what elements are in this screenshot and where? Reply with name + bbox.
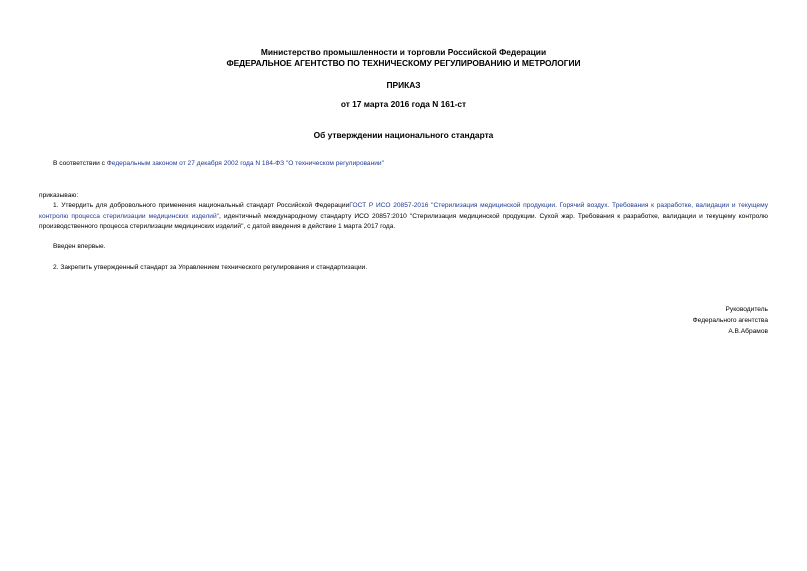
orders-line: приказываю: xyxy=(39,192,79,199)
gost-standard-link[interactable]: ГОСТ Р ИСО 20857-2016 "Стерилизация медицинской продукции. Горячий воздух. Требования к разработке, валидации и текущему контролю процесса стерилизации медицинских изделий" xyxy=(39,202,769,220)
signatory-position-line2: Федерального агентства xyxy=(692,317,768,324)
introduced-note: Введен впервые. xyxy=(53,243,106,250)
signatory-name: А.В.Абрамов xyxy=(728,328,768,335)
basis-paragraph xyxy=(39,159,768,170)
federal-law-link[interactable]: Федеральным законом от 27 декабря 2002 года N 184-ФЗ "О техническом регулировании" xyxy=(106,160,384,167)
item-1-prefix: 1. Утвердить для добровольного применения национальный стандарт Российской Федерации xyxy=(53,202,350,209)
item-2-paragraph: 2. Закрепить утвержденный стандарт за Управлением технического регулирования и стандартизации. xyxy=(53,264,368,271)
order-date-number: от 17 марта 2016 года N 161-ст xyxy=(340,99,467,109)
item-1-paragraph xyxy=(39,201,768,233)
signature-block xyxy=(568,304,768,337)
basis-prefix: В соответствии с xyxy=(53,160,107,167)
document-subject: Об утверждении национального стандарта xyxy=(313,130,494,140)
agency-name: ФЕДЕРАЛЬНОЕ АГЕНТСТВО ПО ТЕХНИЧЕСКОМУ РЕГУЛИРОВАНИЮ И МЕТРОЛОГИИ xyxy=(226,57,581,68)
ministry-name: Министерство промышленности и торговли Российской Федерации xyxy=(260,47,547,57)
document-type: ПРИКАЗ xyxy=(386,80,421,90)
item-1-suffix: , идентичный международному стандарту ИСО 20857:2010 "Стерилизация медицинской продукции. Сухой жар. Требования к разработке, валидации и текущему контролю производственного процесса стерилизации медицинских изделий", с датой введения в действие 1 марта 2017 года. xyxy=(39,212,768,231)
signatory-position-line1: Руководитель xyxy=(725,306,768,313)
document-header xyxy=(0,47,807,68)
